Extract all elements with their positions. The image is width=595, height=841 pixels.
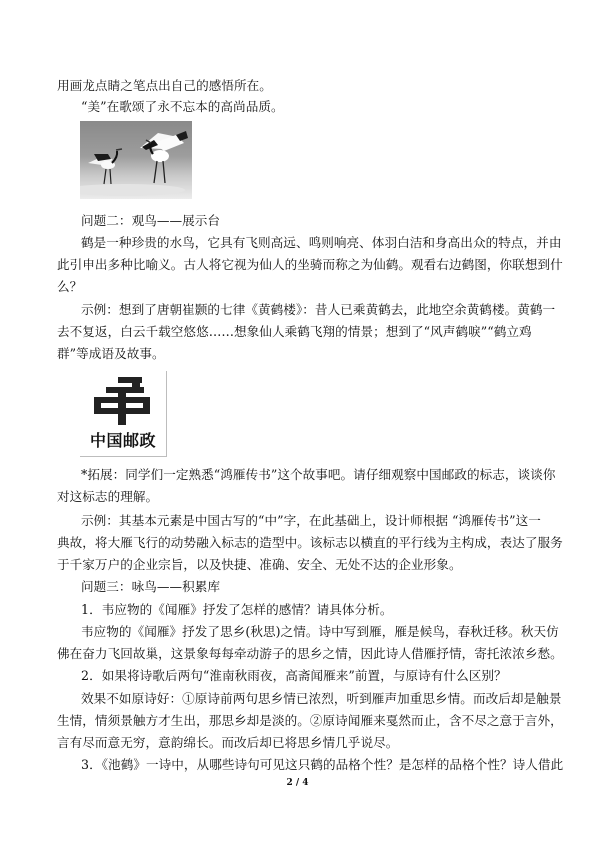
text-line: 佛在奋力飞回故巢，这景象每每牵动游子的思乡之情，因此诗人借雁抒情，寄托浓浓乡愁。	[57, 646, 563, 661]
page-number: 2 / 4	[286, 778, 309, 788]
text-line: 么？	[57, 279, 83, 294]
question: 3．《池鹤》一诗中，从哪些诗句可见这只鹤的品格个性？是怎样的品格个性？诗人借此	[81, 757, 564, 772]
text-line: 效果不如原诗好：①原诗前两句思乡情已浓烈，听到雁声加重思乡情。而改后却是触景	[81, 691, 562, 706]
text-line: 示例：其基本元素是中国古写的“中”字，在此基础上，设计师根据 “鸿雁传书”这一	[81, 513, 541, 528]
crane-illustration	[80, 121, 192, 199]
text-line: 于千家万户的企业宗旨，以及快捷、准确、安全、无处不达的企业形象。	[57, 557, 462, 572]
text-line: 用画龙点睛之笔点出自己的感悟所在。	[57, 78, 272, 93]
text-line: 此引申出多种比喻义。古人将它视为仙人的坐骑而称之为仙鹤。观看右边鹤图，你联想到什	[57, 257, 563, 272]
text-line: 典故，将大雁飞行的动势融入标志的造型中。该标志以横直的平行线为主构成，表达了服务	[57, 535, 563, 550]
question: 1．韦应物的《闻雁》抒发了怎样的感情？请具体分析。	[81, 602, 393, 617]
text-line: 群”等成语及故事。	[57, 346, 165, 361]
logo-text: 中国邮政	[89, 431, 156, 450]
section-heading: 问题三：咏鸟——积累库	[81, 579, 221, 594]
text-line: 韦应物的《闻雁》抒发了思乡(秋思)之情。诗中写到雁，雁是候鸟，春秋迁移。秋天仿	[81, 624, 559, 639]
text-line: 鹤是一种珍贵的水鸟，它具有飞则高远、鸣则响亮、体羽白洁和身高出众的特点，并由	[81, 235, 562, 250]
china-post-emblem-icon	[80, 371, 166, 427]
section-heading: 问题二：观鸟——展示台	[81, 213, 221, 228]
text-line: 言有尽而意无穷，意韵绵长。而改后却已将思乡情几乎说尽。	[57, 735, 399, 750]
text-line: “美”在歌颂了永不忘本的高尚品质。	[81, 99, 284, 114]
text-line: 去不复返，白云千载空悠悠……想象仙人乘鹤飞翔的情景；想到了“风声鹤唳”“鹤立鸡	[57, 324, 532, 339]
text-line: 生情，情须景触方才生出，那思乡却是淡的。②原诗闻雁来戛然而止，含不尽之意于言外，	[57, 713, 563, 728]
text-line: 示例：想到了唐朝崔颢的七律《黄鹤楼》：昔人已乘黄鹤去，此地空余黄鹤楼。黄鹤一	[81, 302, 556, 317]
china-post-logo	[80, 371, 167, 457]
text-line: 对这标志的理解。	[57, 489, 159, 504]
question: 2．如果将诗歌后两句“淮南秋雨夜，高斋闻雁来”前置，与原诗有什么区别？	[81, 668, 507, 683]
crane-photo	[80, 121, 192, 199]
text-line: *拓展：同学们一定熟悉“鸿雁传书”这个故事吧。请仔细观察中国邮政的标志，谈谈你	[81, 467, 556, 482]
